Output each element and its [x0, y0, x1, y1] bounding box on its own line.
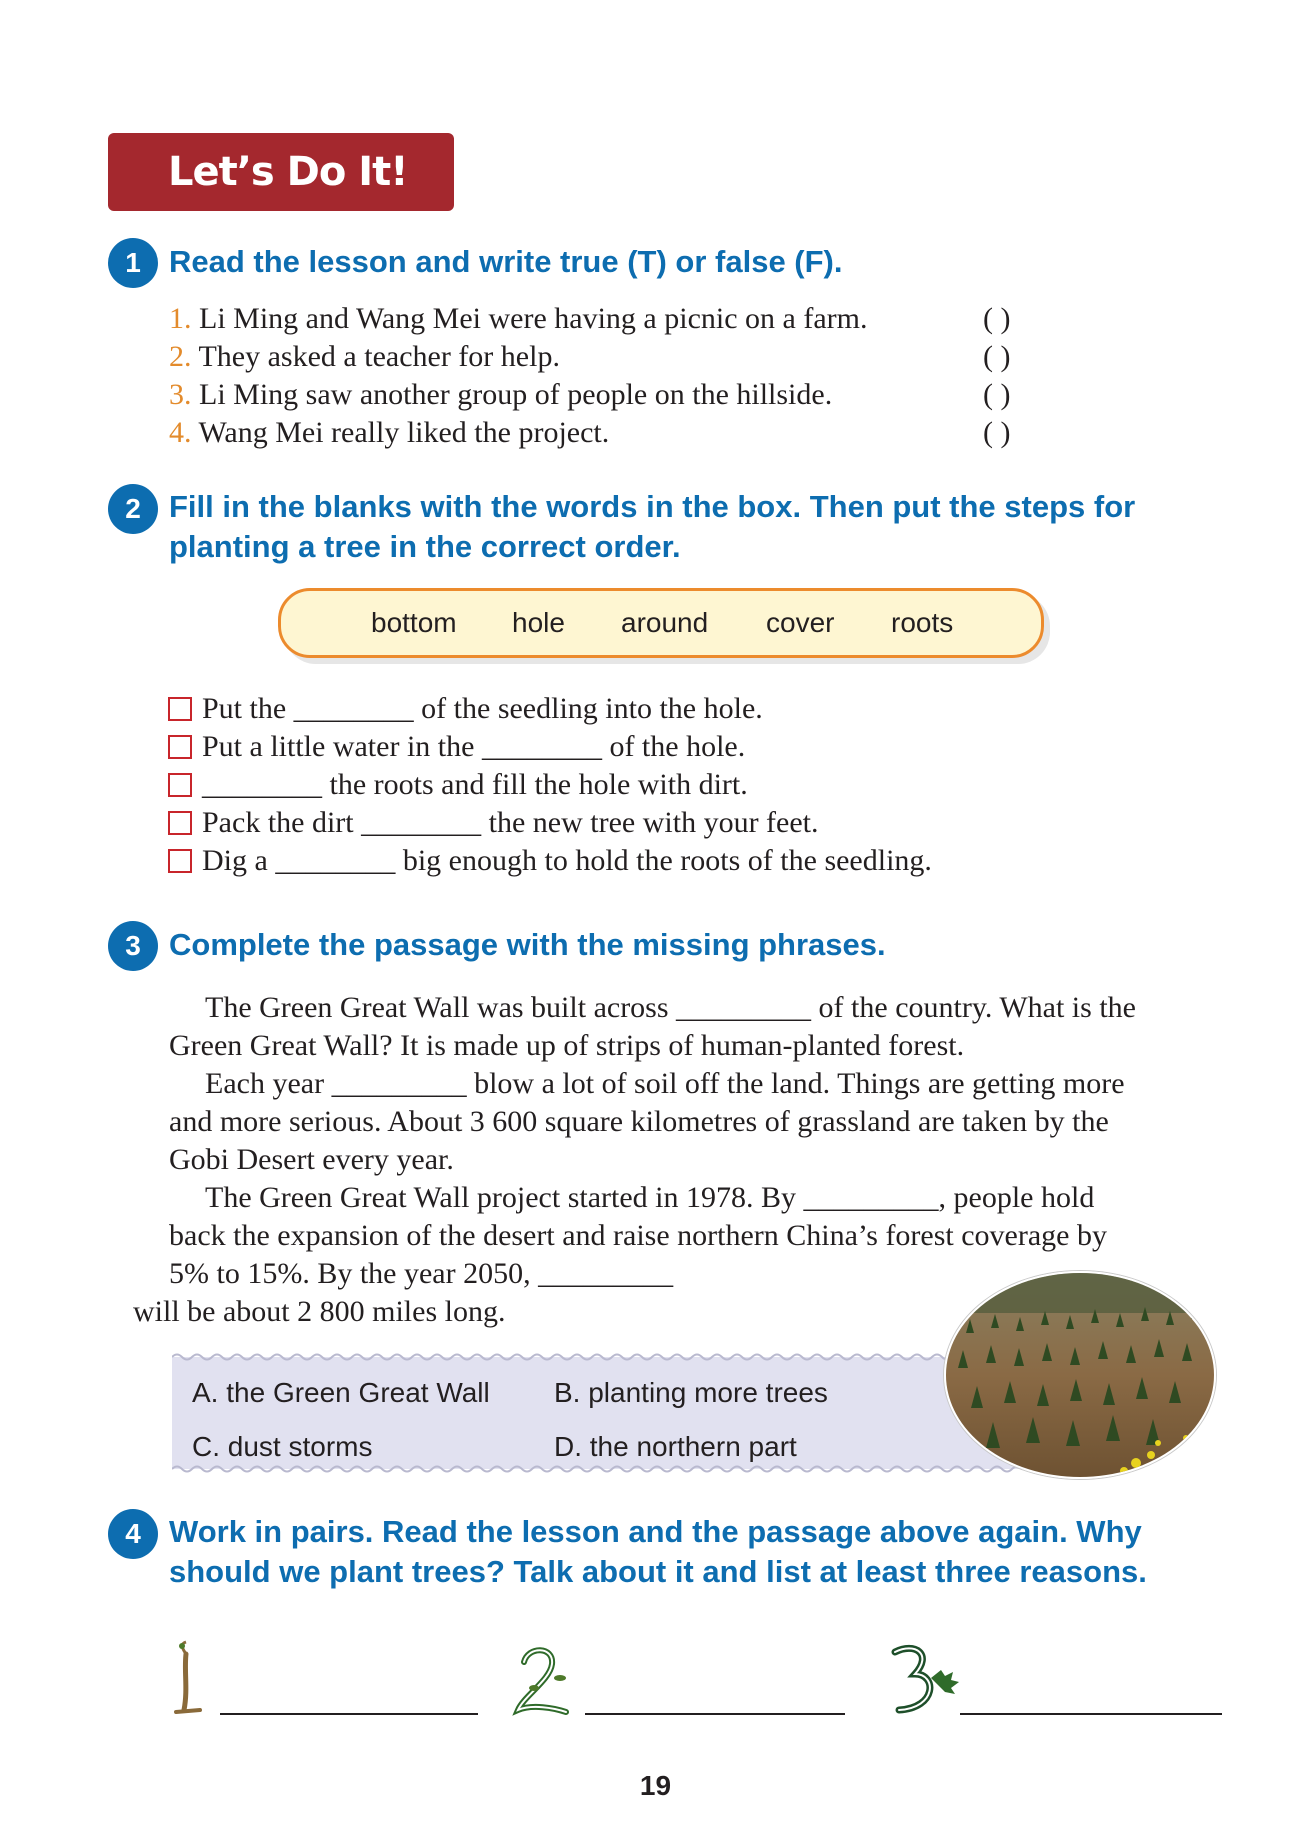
tf-item-2 — [169, 338, 1069, 376]
numeral-two-vine-icon — [510, 1640, 580, 1720]
tf-answer-parens[interactable]: ( ) — [983, 378, 1011, 411]
section-2-instruction-line-2: planting a tree in the correct order. — [169, 529, 681, 564]
passage-blank[interactable]: _________ — [676, 991, 812, 1024]
step-item-5 — [168, 842, 1068, 880]
true-false-list — [169, 300, 1069, 452]
tf-item-number: 3. — [169, 378, 192, 411]
section-4-instruction-line-1: Work in pairs. Read the lesson and the passage above again. Why — [169, 1514, 1142, 1549]
passage-paragraph-2 — [169, 1065, 1154, 1179]
section-3-instruction: Complete the passage with the missing phrases. — [169, 927, 886, 962]
section-4-instruction — [169, 1512, 1147, 1592]
order-checkbox[interactable] — [168, 735, 192, 759]
section-1-instruction: Read the lesson and write true (T) or false (F). — [169, 244, 843, 279]
planting-steps-list — [168, 690, 1068, 880]
tf-item-number: 1. — [169, 302, 192, 335]
reason-3-line[interactable] — [960, 1713, 1222, 1715]
tf-answer-parens[interactable]: ( ) — [983, 340, 1011, 373]
section-2-instruction-line-1: Fill in the blanks with the words in the box. Then put the steps for — [169, 489, 1136, 524]
word-option: around — [621, 607, 709, 638]
section-3-number: 3 — [108, 921, 158, 971]
passage — [133, 989, 1159, 1331]
step-blank[interactable]: ________ — [202, 768, 322, 801]
step-text-before: Put a little water in the — [202, 730, 482, 763]
tf-item-3 — [169, 376, 1069, 414]
section-2-number: 2 — [108, 484, 158, 534]
page-number: 19 — [639, 1770, 672, 1801]
word-option: bottom — [371, 607, 457, 638]
passage-text: Each year — [205, 1067, 332, 1100]
section-2-instruction — [169, 487, 1135, 567]
tf-answer-parens[interactable]: ( ) — [983, 302, 1011, 335]
order-checkbox[interactable] — [168, 697, 192, 721]
wavy-border-top — [172, 1352, 1026, 1362]
section-1-number: 1 — [108, 238, 158, 288]
tf-answer-parens[interactable]: ( ) — [983, 416, 1011, 449]
reason-2-line[interactable] — [585, 1713, 845, 1715]
step-item-1 — [168, 690, 1068, 728]
step-item-2 — [168, 728, 1068, 766]
tf-item-text: Li Ming saw another group of people on the hillside. — [199, 378, 833, 411]
step-text-after: big enough to hold the roots of the seedling. — [395, 844, 932, 877]
hillside-seedlings-illustration — [946, 1273, 1214, 1477]
tf-item-text: Li Ming and Wang Mei were having a picnic on a farm. — [199, 302, 868, 335]
step-text-before: Put the — [202, 692, 294, 725]
step-item-4 — [168, 804, 1068, 842]
step-blank[interactable]: ________ — [481, 730, 602, 763]
tf-item-4 — [169, 414, 1069, 452]
word-box — [278, 588, 1044, 658]
passage-text: The Green Great Wall project started in 1978. By — [205, 1181, 804, 1214]
passage-text: blow a lot of soil off the land. Things are getting more and more serious. About 3 600 square kilometres of grassland are taken by the Gobi Desert every year. — [169, 1067, 1125, 1176]
order-checkbox[interactable] — [168, 773, 192, 797]
reason-1-line[interactable] — [220, 1713, 478, 1715]
word-option: roots — [891, 607, 954, 638]
passage-text: of the country. What is the Green Great Wall? It is made up of strips of human-planted forest. — [169, 991, 1136, 1062]
step-item-3 — [168, 766, 1068, 804]
phrase-options-box — [172, 1357, 1026, 1469]
step-blank[interactable]: ________ — [361, 806, 482, 839]
section-4-number: 4 — [108, 1509, 158, 1559]
word-option: hole — [512, 607, 565, 638]
tf-item-text: Wang Mei really liked the project. — [198, 416, 610, 449]
passage-text: , people hold back the expansion of the desert and raise northern China’s forest coverage by 5% to 15%. By the year 2050, — [169, 1181, 1107, 1290]
step-text-after: the roots and fill the hole with dirt. — [322, 768, 748, 801]
step-text-after: the new tree with your feet. — [481, 806, 819, 839]
tree-plantation-photo — [944, 1271, 1216, 1479]
wavy-border-bottom — [172, 1464, 1026, 1474]
passage-paragraph-1 — [169, 989, 1154, 1065]
numeral-one-tree-icon — [170, 1640, 218, 1720]
passage-blank[interactable]: _________ — [331, 1067, 467, 1100]
option-b: B. planting more trees — [554, 1377, 828, 1408]
numeral-three-leaf-icon — [885, 1640, 965, 1720]
option-c: C. dust storms — [192, 1431, 373, 1462]
step-blank[interactable]: ________ — [293, 692, 414, 725]
tf-item-text: They asked a teacher for help. — [198, 340, 560, 373]
order-checkbox[interactable] — [168, 811, 192, 835]
option-d: D. the northern part — [554, 1431, 797, 1462]
tf-item-1 — [169, 300, 1069, 338]
step-blank[interactable]: ________ — [275, 844, 396, 877]
passage-blank[interactable]: _________ — [538, 1257, 674, 1290]
step-text-before: Pack the dirt — [202, 806, 362, 839]
lets-do-it-banner: Let’s Do It! — [108, 133, 454, 211]
section-4-instruction-line-2: should we plant trees? Talk about it and list at least three reasons. — [169, 1554, 1147, 1589]
option-a: A. the Green Great Wall — [192, 1377, 490, 1408]
tf-item-number: 4. — [169, 416, 192, 449]
word-option: cover — [766, 607, 835, 638]
step-text-before: Dig a — [202, 844, 276, 877]
step-text-after: of the hole. — [601, 730, 746, 763]
passage-text: The Green Great Wall was built across — [205, 991, 677, 1024]
tf-item-number: 2. — [169, 340, 192, 373]
order-checkbox[interactable] — [168, 849, 192, 873]
step-text-after: of the seedling into the hole. — [413, 692, 763, 725]
passage-text: will be about 2 800 miles long. — [133, 1295, 506, 1328]
passage-blank[interactable]: _________ — [803, 1181, 939, 1214]
